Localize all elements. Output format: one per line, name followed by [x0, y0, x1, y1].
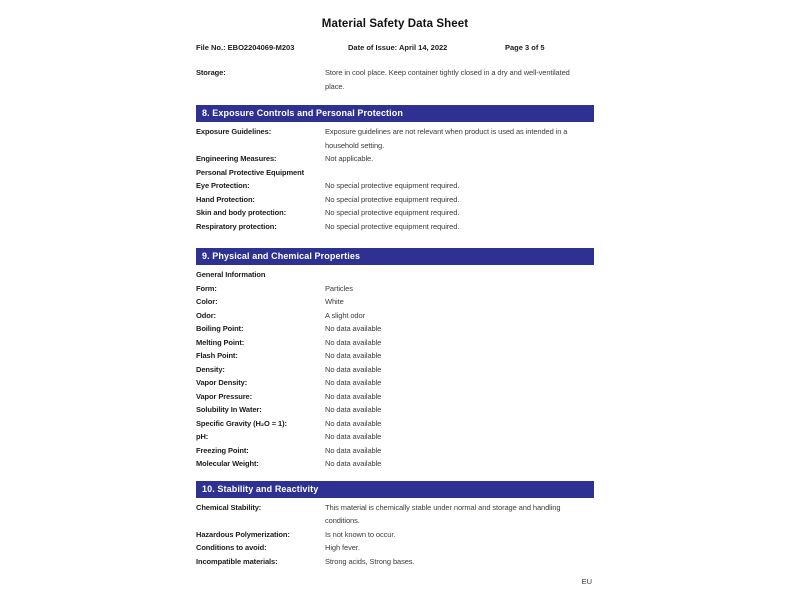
row-label: Hand Protection:: [196, 194, 255, 204]
row-label: Vapor Density:: [196, 378, 248, 387]
section-rows: [196, 268, 594, 471]
section-row: [196, 501, 594, 528]
row-value: No data available: [325, 351, 382, 360]
section-row: [196, 322, 594, 336]
row-label: Respiratory protection:: [196, 221, 277, 231]
section: [196, 105, 594, 233]
section-row: [196, 206, 594, 220]
section-rows: [196, 125, 594, 233]
row-value: This material is chemically stable under normal and storage and handling conditions.: [325, 502, 561, 525]
row-label: Personal Protective Equipment: [196, 167, 304, 177]
section-row: [196, 179, 594, 193]
sections-container: [196, 105, 594, 568]
section-row: [196, 336, 594, 350]
row-label: Exposure Guidelines:: [196, 127, 272, 136]
row-value: No data available: [325, 459, 382, 468]
row-label: pH:: [196, 432, 209, 441]
section: [196, 481, 594, 569]
section-row: [196, 125, 594, 152]
row-label: Incompatible materials:: [196, 556, 278, 566]
row-value: A slight odor: [325, 310, 365, 320]
row-label: Vapor Pressure:: [196, 391, 253, 401]
section-row: [196, 541, 594, 555]
row-value: Particles: [325, 283, 353, 293]
row-value: No special protective equipment required.: [325, 194, 460, 204]
section-row: [196, 430, 594, 444]
row-value: White: [325, 297, 344, 306]
row-label: Solubility In Water:: [196, 405, 262, 414]
row-label: Color:: [196, 297, 218, 306]
section-header: 8. Exposure Controls and Personal Protection: [196, 105, 594, 122]
section-row: [196, 457, 594, 471]
row-value: Store in cool place. Keep container tightly closed in a dry and well-ventilated place.: [325, 68, 570, 91]
row-value: No data available: [325, 405, 382, 414]
section-row: [196, 555, 594, 569]
section-rows: [196, 501, 594, 569]
section-row: [196, 363, 594, 377]
document-meta-row: [196, 42, 594, 53]
file-number: File No.: EBO2204069-M203: [196, 43, 295, 52]
row-label: Hazardous Polymerization:: [196, 529, 290, 539]
section-row: [196, 152, 594, 166]
section-row: [196, 268, 594, 282]
row-label: Flash Point:: [196, 351, 238, 360]
row-value: No data available: [325, 337, 382, 347]
document-title: Material Safety Data Sheet: [321, 18, 469, 30]
row-label: Engineering Measures:: [196, 154, 277, 163]
section-row: [196, 403, 594, 417]
section-row: [196, 309, 594, 323]
section-row: [196, 220, 594, 234]
page-indicator: Page 3 of 5: [505, 43, 545, 52]
row-value: [325, 166, 580, 180]
row-value: No data available: [325, 418, 382, 428]
row-label: Eye Protection:: [196, 181, 250, 190]
section-row: [196, 66, 594, 93]
section-row: [196, 166, 594, 180]
section-row: [196, 444, 594, 458]
row-label: Chemical Stability:: [196, 502, 262, 512]
row-label: Melting Point:: [196, 337, 245, 347]
row-value: Exposure guidelines are not relevant when product is used as intended in a household setting.: [325, 127, 568, 150]
row-value: No data available: [325, 378, 382, 387]
section-row: [196, 390, 594, 404]
section-row: [196, 282, 594, 296]
row-value: No data available: [325, 324, 382, 333]
row-value: Is not known to occur.: [325, 529, 396, 539]
section: [196, 248, 594, 471]
section-row: [196, 193, 594, 207]
section-row: [196, 295, 594, 309]
section-header: 10. Stability and Reactivity: [196, 481, 594, 498]
section-row: [196, 528, 594, 542]
section-row: [196, 376, 594, 390]
row-value: High fever.: [325, 543, 360, 552]
row-label: Molecular Weight:: [196, 459, 259, 468]
row-value: Strong acids, Strong bases.: [325, 556, 415, 566]
row-value: No special protective equipment required.: [325, 181, 460, 190]
row-label: Odor:: [196, 310, 216, 320]
row-label: Form:: [196, 283, 217, 293]
region-label: EU: [581, 577, 592, 586]
row-label: Specific Gravity (H₂O = 1):: [196, 418, 287, 428]
intro-rows: [196, 66, 594, 93]
row-value: No data available: [325, 364, 382, 374]
section-row: [196, 349, 594, 363]
row-value: No special protective equipment required.: [325, 221, 460, 231]
row-label: Skin and body protection:: [196, 208, 287, 217]
row-value: Not applicable.: [325, 154, 374, 163]
date-of-issue: Date of Issue: April 14, 2022: [348, 43, 448, 52]
section-row: [196, 417, 594, 431]
row-value: No data available: [325, 432, 382, 441]
row-label: Boiling Point:: [196, 324, 244, 333]
row-value: No special protective equipment required.: [325, 208, 460, 217]
row-label: General Information: [196, 270, 266, 279]
row-value: No data available: [325, 445, 382, 455]
row-value: [325, 268, 580, 282]
row-label: Density:: [196, 364, 225, 374]
row-label: Freezing Point:: [196, 445, 249, 455]
row-value: No data available: [325, 391, 382, 401]
section-header: 9. Physical and Chemical Properties: [196, 248, 594, 265]
row-label: Storage:: [196, 68, 226, 77]
row-label: Conditions to avoid:: [196, 543, 267, 552]
msds-document: [196, 16, 594, 587]
